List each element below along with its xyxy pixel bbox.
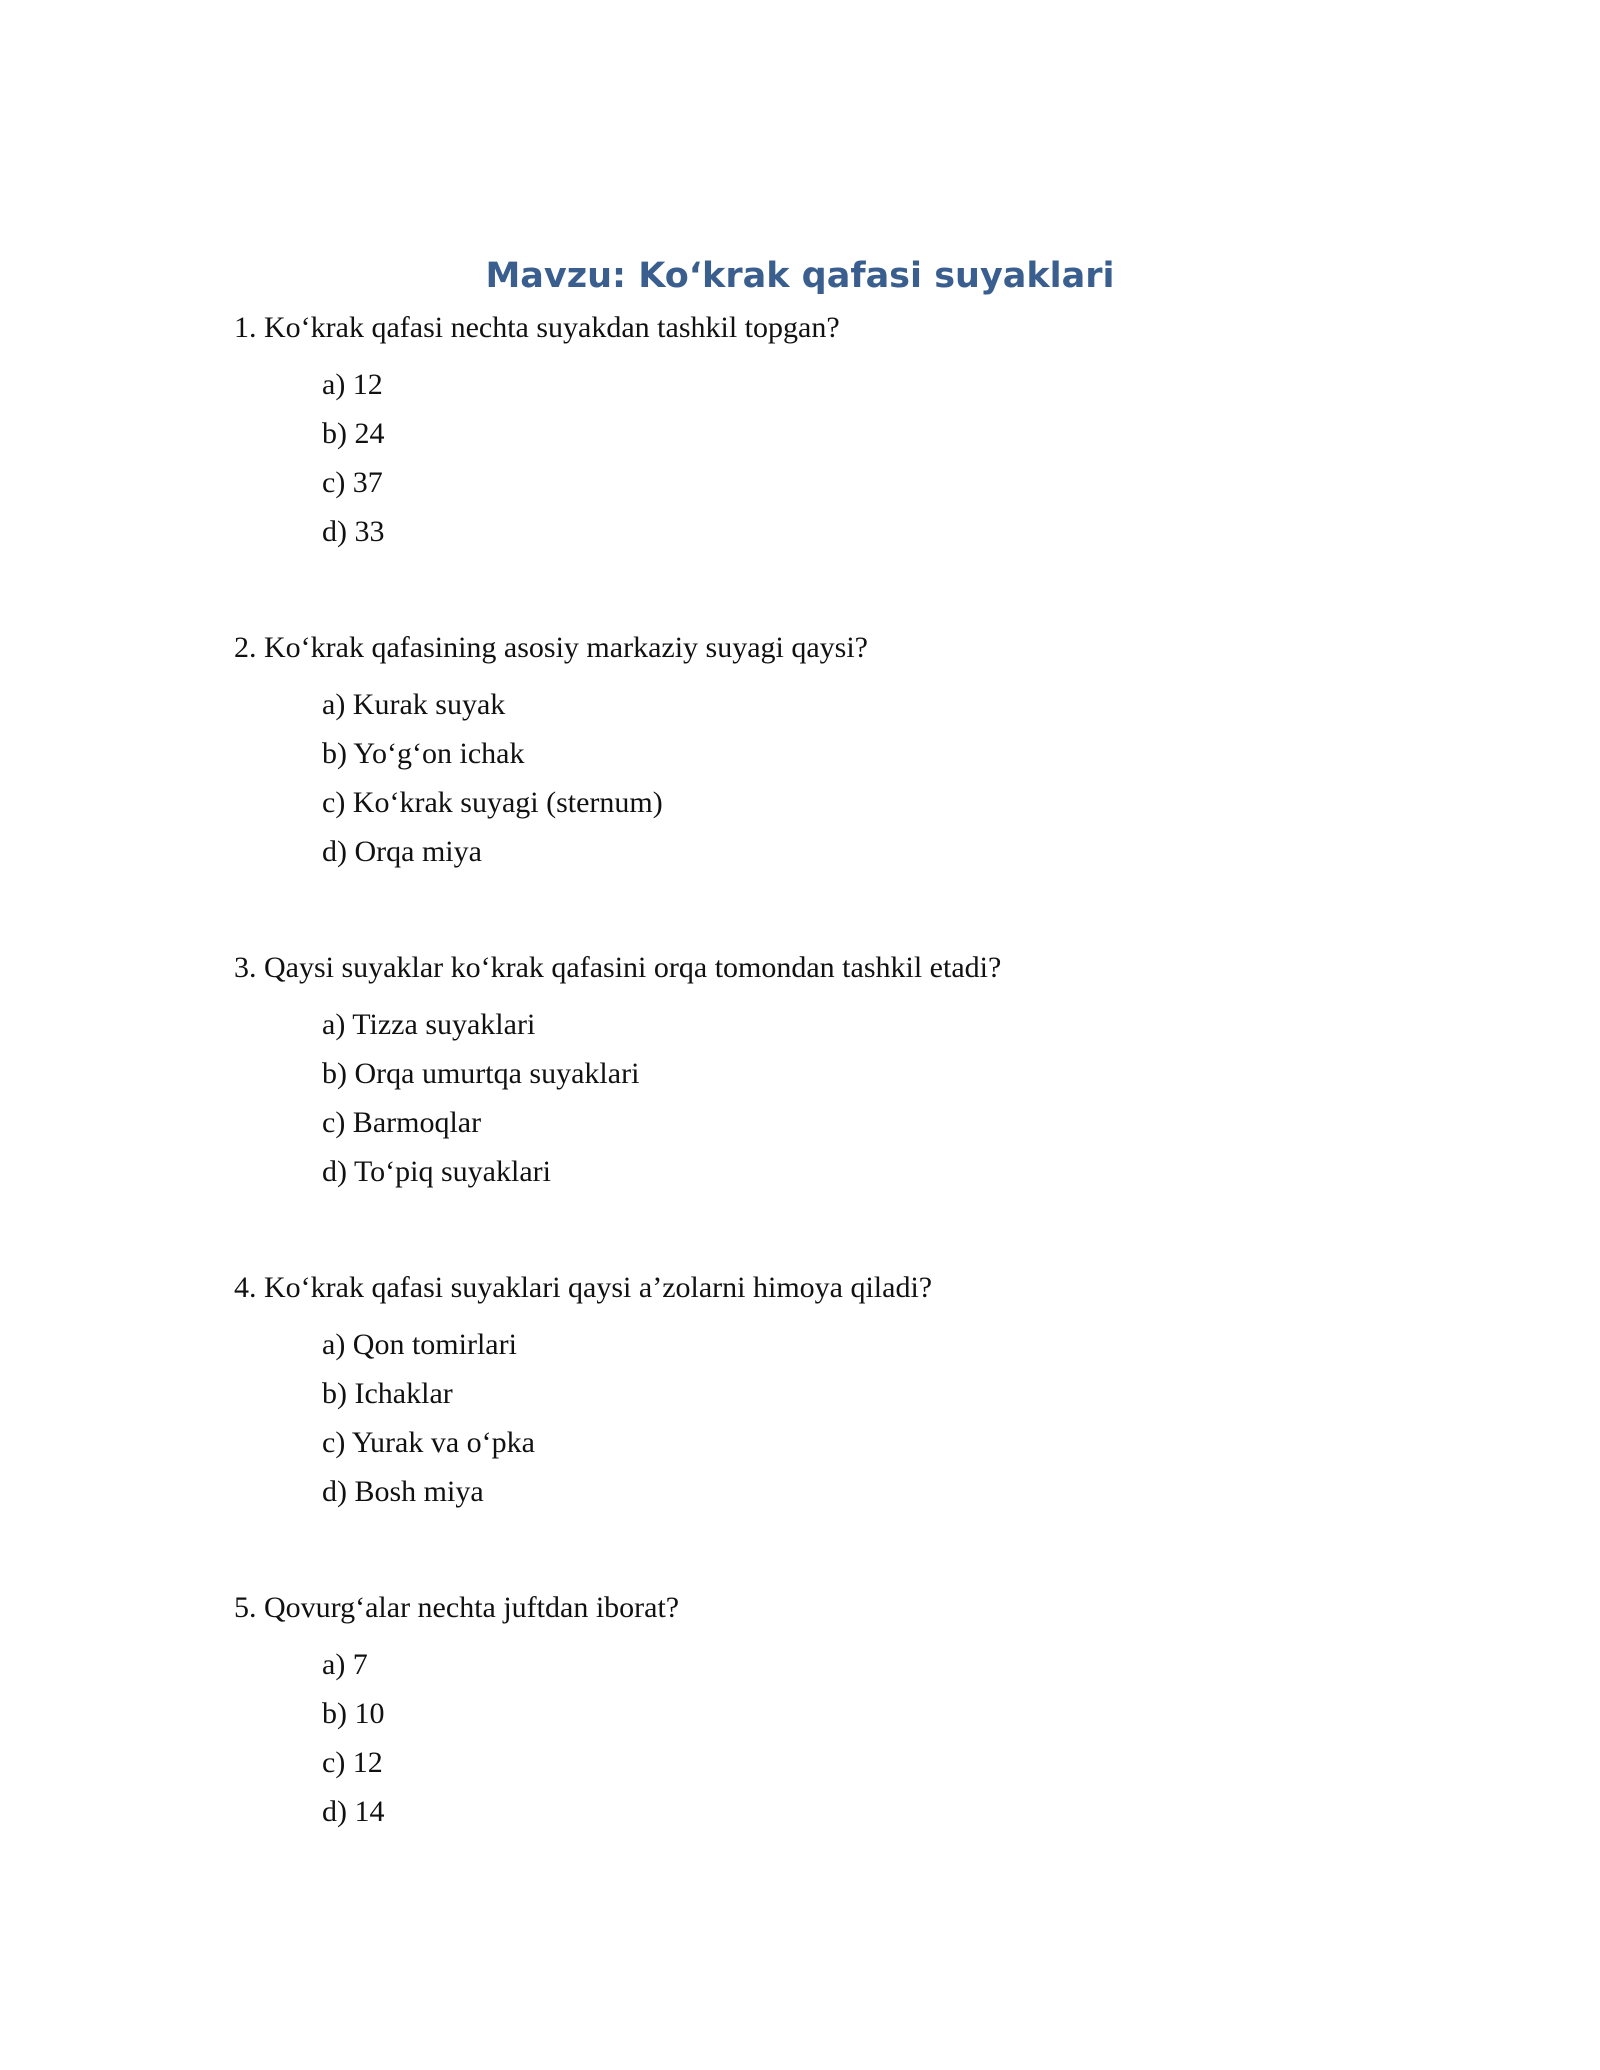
answer-option-d: d) Bosh miya [322, 1475, 484, 1508]
answer-option-c: c) Yurak va o‘pka [322, 1426, 535, 1459]
answer-option-a: a) Kurak suyak [322, 688, 506, 721]
question-list [234, 304, 1434, 1904]
answer-option-c: c) 12 [322, 1746, 383, 1779]
answer-option-a: a) Qon tomirlari [322, 1328, 517, 1361]
answer-option-b: b) Orqa umurtqa suyaklari [322, 1057, 640, 1090]
answer-option-a: a) 7 [322, 1648, 368, 1681]
answer-options [234, 360, 1434, 556]
question-text: 4. Ko‘krak qafasi suyaklari qaysi a’zolarni himoya qiladi? [234, 1271, 933, 1304]
question-1 [234, 304, 1434, 556]
answer-option-c: c) 37 [322, 466, 383, 499]
question-4 [234, 1264, 1434, 1516]
answer-option-d: d) 14 [322, 1795, 385, 1828]
question-text: 1. Ko‘krak qafasi nechta suyakdan tashkil topgan? [234, 311, 840, 344]
answer-option-d: d) 33 [322, 515, 385, 548]
answer-option-b: b) Ichaklar [322, 1377, 453, 1410]
answer-option-c: c) Ko‘krak suyagi (sternum) [322, 786, 663, 819]
answer-option-b: b) Yo‘g‘on ichak [322, 737, 525, 770]
question-3 [234, 944, 1434, 1196]
answer-options [234, 1640, 1434, 1836]
answer-option-b: b) 24 [322, 417, 385, 450]
answer-option-d: d) To‘piq suyaklari [322, 1155, 551, 1188]
answer-options [234, 1320, 1434, 1516]
answer-option-a: a) 12 [322, 368, 383, 401]
question-text: 3. Qaysi suyaklar ko‘krak qafasini orqa tomondan tashkil etadi? [234, 951, 1002, 984]
answer-options [234, 1000, 1434, 1196]
page-title: Mavzu: Ko‘krak qafasi suyaklari [485, 256, 1115, 296]
question-5 [234, 1584, 1434, 1836]
answer-option-d: d) Orqa miya [322, 835, 482, 868]
answer-option-b: b) 10 [322, 1697, 385, 1730]
question-2 [234, 624, 1434, 876]
answer-options [234, 680, 1434, 876]
question-text: 2. Ko‘krak qafasining asosiy markaziy suyagi qaysi? [234, 631, 868, 664]
answer-option-c: c) Barmoqlar [322, 1106, 482, 1139]
question-text: 5. Qovurg‘alar nechta juftdan iborat? [234, 1591, 680, 1624]
answer-option-a: a) Tizza suyaklari [322, 1008, 536, 1041]
